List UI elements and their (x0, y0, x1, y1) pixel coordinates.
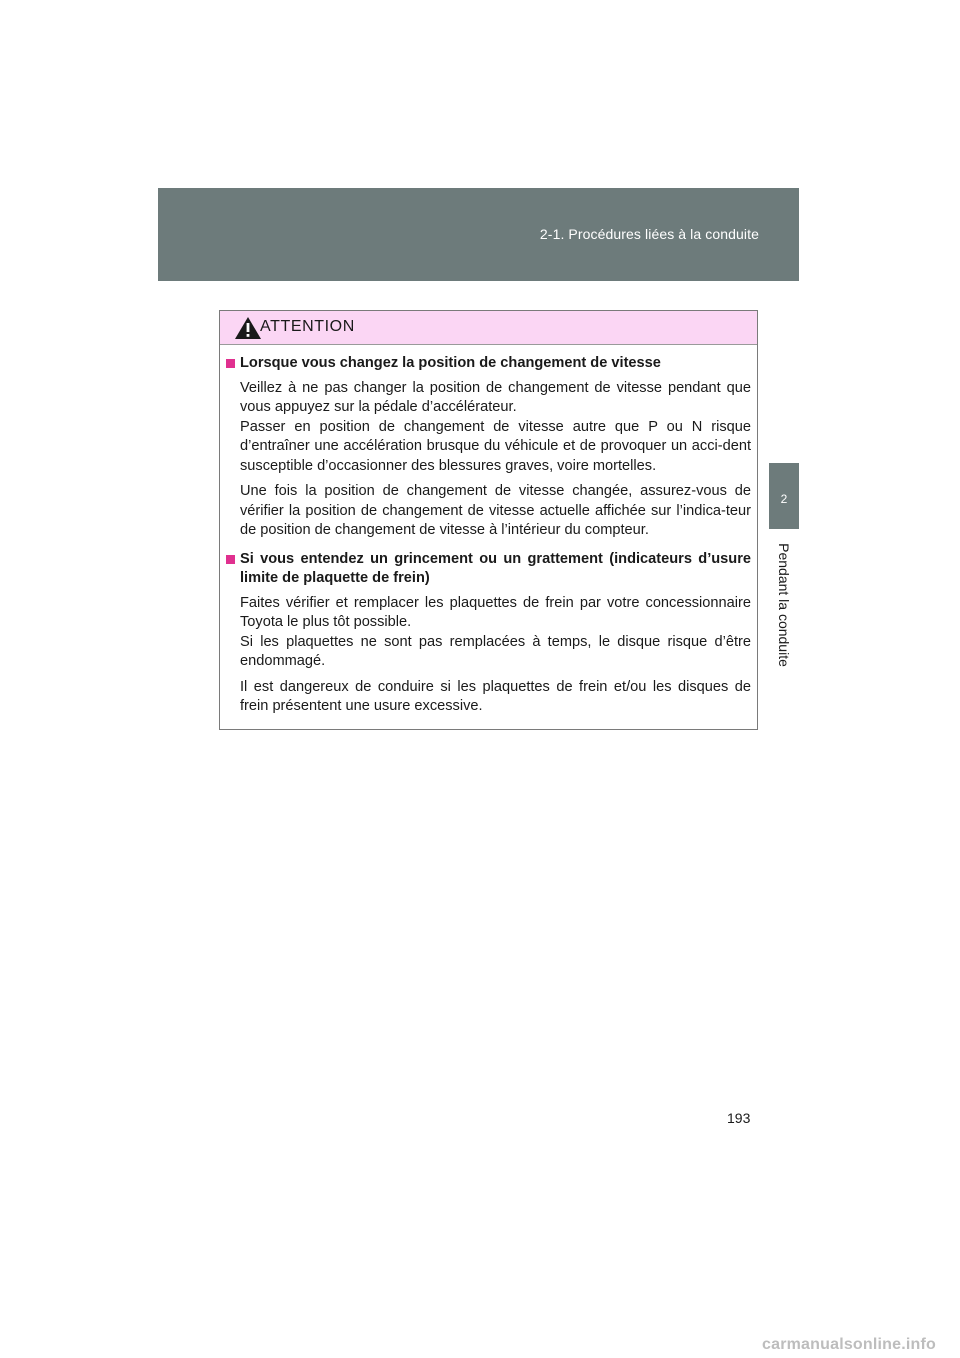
warning-triangle-icon (234, 316, 262, 340)
chapter-label: Pendant la conduite (776, 543, 792, 667)
paragraph: Si les plaquettes ne sont pas remplacées à temps, le disque risque d’être endommagé. (240, 633, 751, 669)
chapter-number: 2 (780, 492, 788, 506)
caution-box (219, 310, 758, 730)
caution-body (220, 345, 757, 717)
paragraph: Veillez à ne pas changer la position de changement de vitesse pendant que vous appuyez sur la pédale d’accélérateur. (240, 379, 751, 415)
paragraph: Faites vérifier et remplacer les plaquettes de frein par votre concessionnaire Toyota le plus tôt possible. (240, 594, 751, 630)
square-bullet-icon (226, 359, 235, 368)
section-heading-text: Lorsque vous changez la position de changement de vitesse (240, 355, 661, 371)
caution-header (220, 311, 757, 345)
paragraph: Une fois la position de changement de vitesse changée, assurez-vous de vérifier la position de changement de vitesse actuelle affichée sur l’indica-teur de position de changement de vitesse à l’intérieur du compteur. (240, 483, 751, 538)
watermark: carmanualsonline.info (762, 1336, 937, 1353)
section-title: 2-1. Procédures liées à la conduite (539, 226, 759, 242)
page-number: 193 (727, 1110, 751, 1126)
square-bullet-icon (226, 555, 235, 564)
section-heading-gear-change (226, 354, 751, 374)
section-heading-brake-wear (226, 550, 751, 589)
section-heading-text: Si vous entendez un grincement ou un grattement (indicateurs d’usure limite de plaquette de frein) (240, 550, 751, 586)
caution-title: ATTENTION (260, 318, 355, 335)
paragraph: Passer en position de changement de vitesse autre que P ou N risque d’entraîner une accélération brusque du véhicule et de provoquer un acci-dent susceptible d’occasionner des blessures graves, voire mortelles. (240, 418, 751, 474)
paragraph: Il est dangereux de conduire si les plaquettes de frein et/ou les disques de frein présentent une usure excessive. (240, 678, 751, 714)
chapter-tab (769, 463, 799, 529)
header-band (158, 188, 799, 281)
